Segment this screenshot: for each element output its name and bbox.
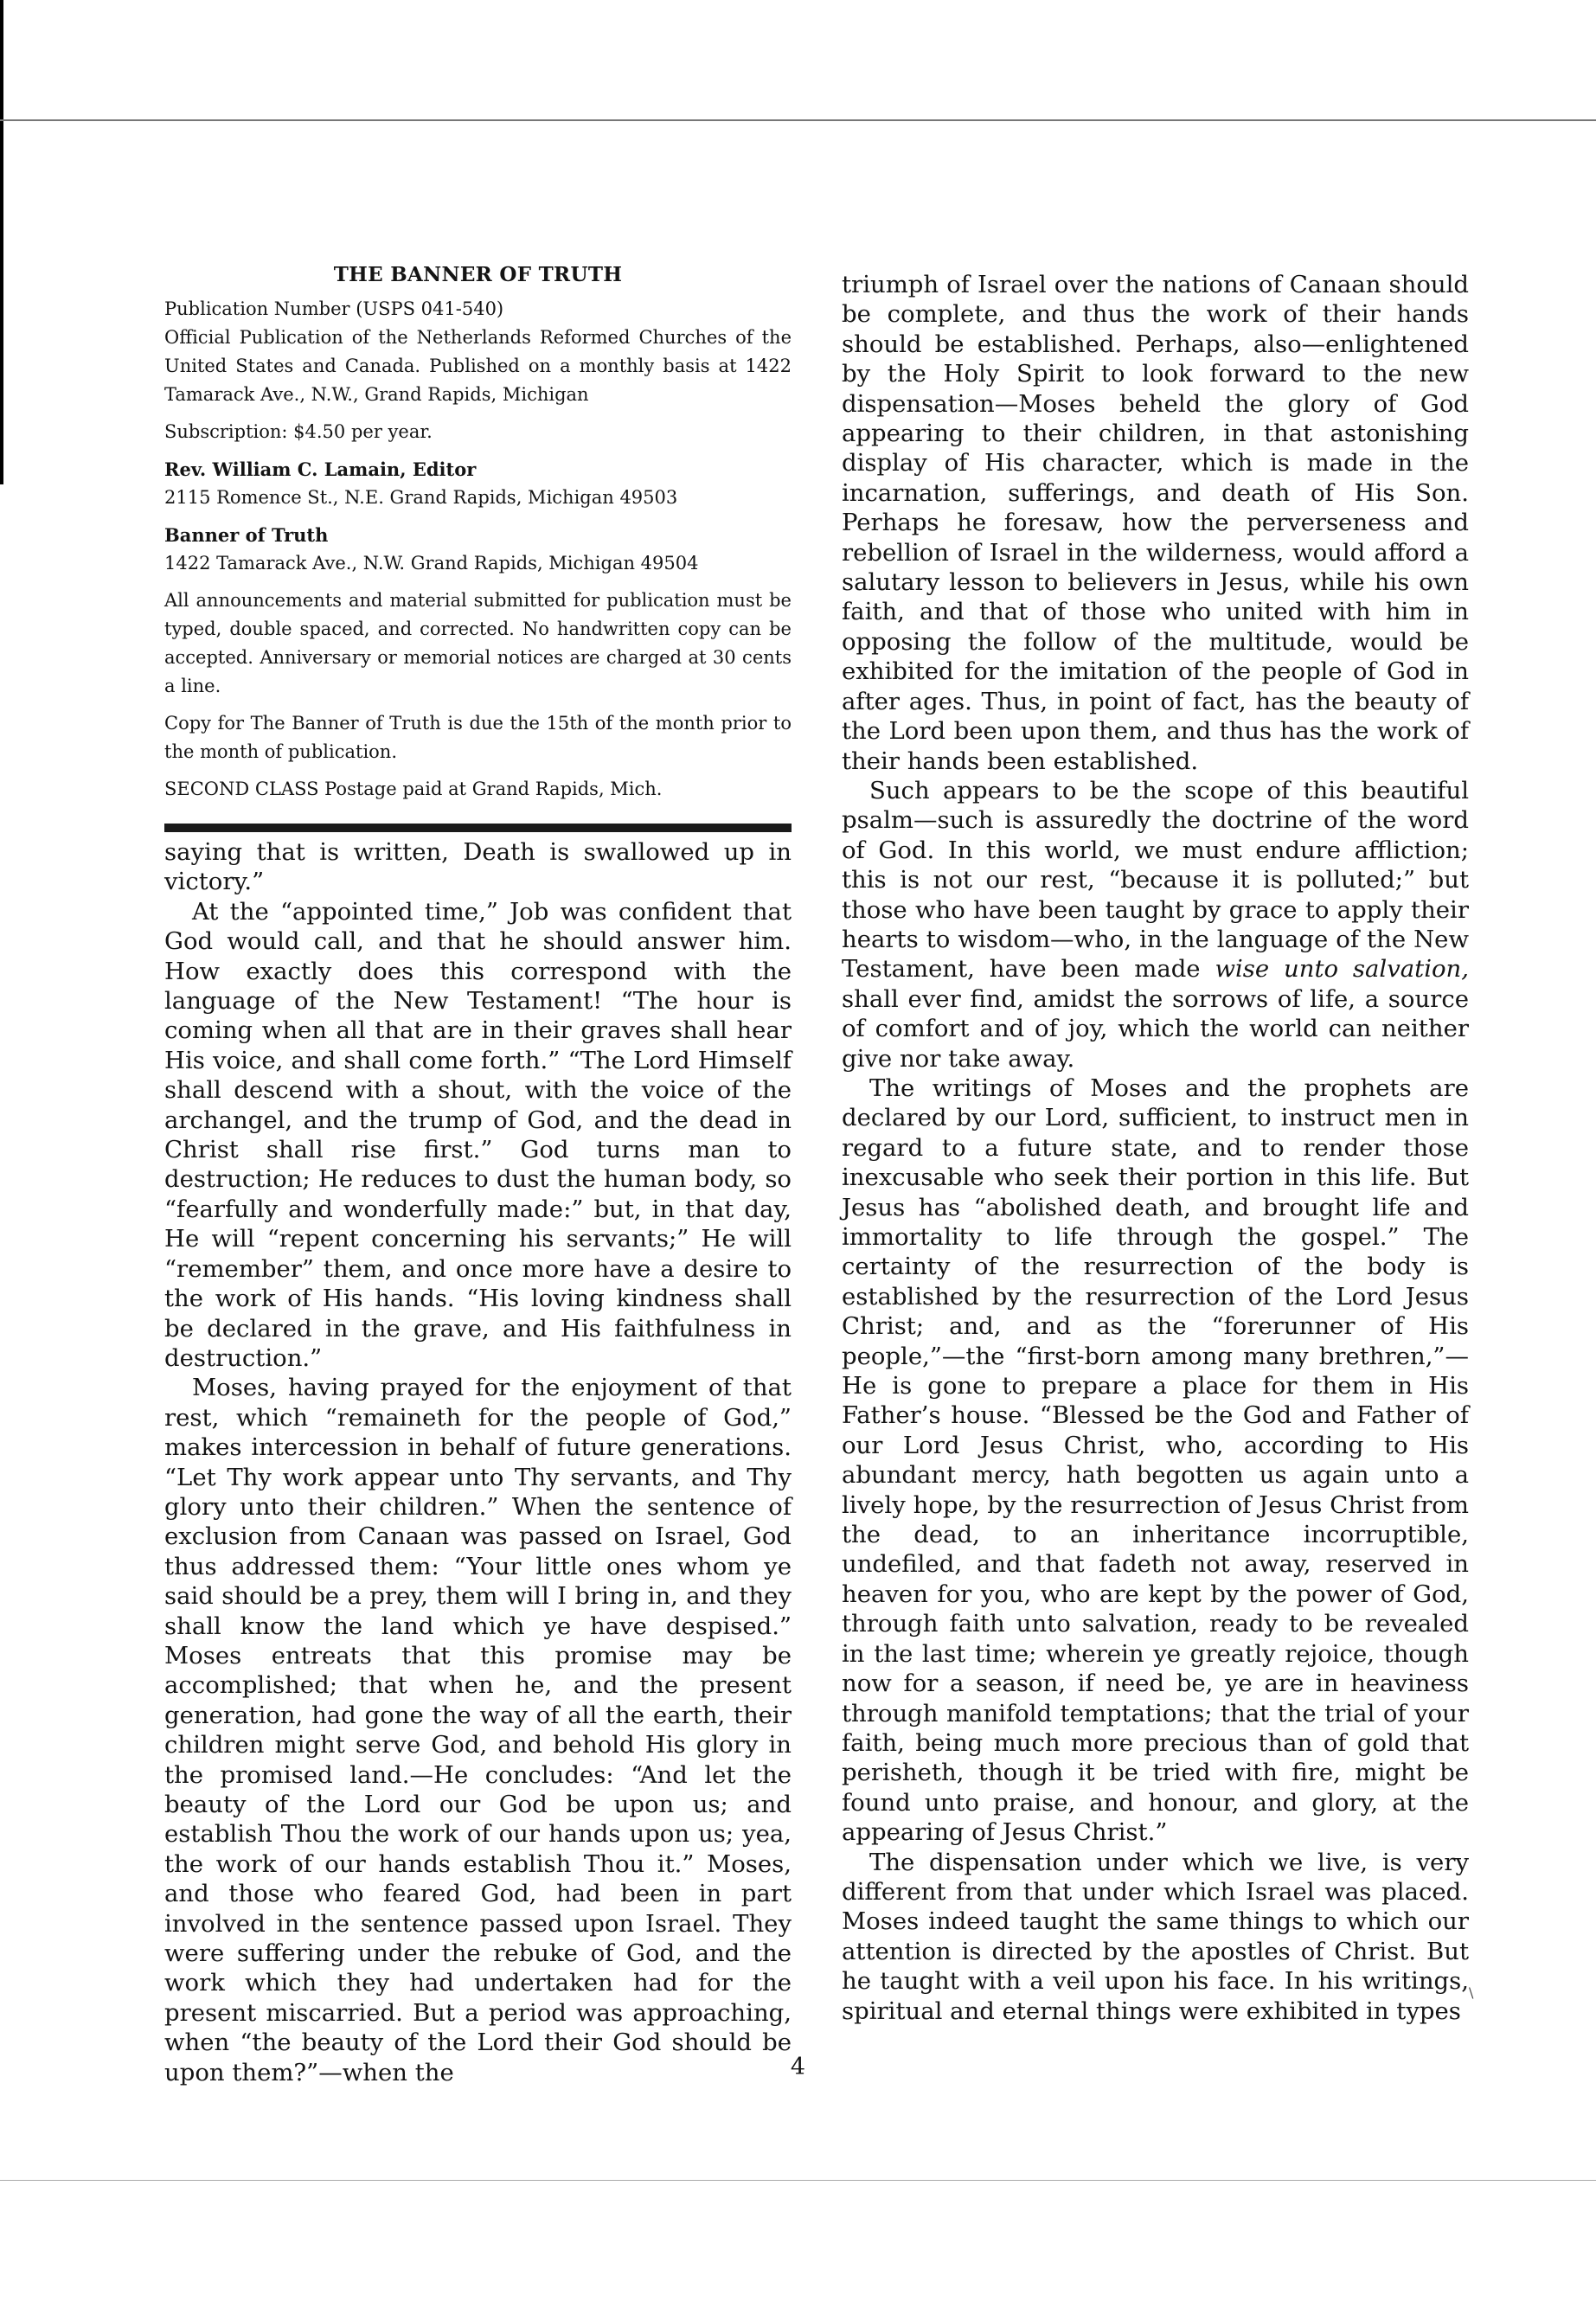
postage-note: SECOND CLASS Postage paid at Grand Rapids, Mich. [164, 779, 663, 799]
official-publication-note: Official Publication of the Netherlands Reformed Churches of the United States and Canada. Published on a monthly basis at 1422 Tamarack Ave., N.W., Grand Rapids, Michigan [164, 327, 792, 405]
editor-name: Rev. William C. Lamain, Editor [164, 458, 477, 480]
top-rule [0, 119, 1596, 121]
left-column [164, 837, 792, 2087]
bottom-rule [0, 2180, 1596, 2181]
masthead [164, 263, 792, 804]
italic-phrase: wise unto salvation, [1215, 955, 1470, 984]
scan-edge-mark [0, 0, 3, 484]
masthead-title: THE BANNER OF TRUTH [333, 263, 623, 286]
left-paragraph-1: saying that is written, Death is swallowed up in victory.” [164, 838, 792, 896]
publication-number: Publication Number (USPS 041-540) [164, 298, 504, 319]
editor-address: 2115 Romence St., N.E. Grand Rapids, Michigan 49503 [164, 487, 678, 508]
office-address: 1422 Tamarack Ave., N.W. Grand Rapids, Michigan 49504 [164, 553, 699, 574]
right-paragraph-3: The writings of Moses and the prophets are declared by our Lord, sufficient, to instruct men in regard to a future state, and to render those inexcusable who seek their portion in this life. But Jesus has “abolished death, and brought life and immortality to life through the gospel.” The certainty of the resurrection of the body is established by the resurrection of the Lord Jesus Christ; and, and as the “forerunner of His people,”—the “first-born among many brethren,”—He is gone to prepare a place for them in His Father’s house. “Blessed be the God and Father of our Lord Jesus Christ, who, according to His abundant mercy, hath begotten us again unto a lively hope, by the resurrection of Jesus Christ from the dead, to an inheritance incorruptible, undefiled, and that fadeth not away, reserved in heaven for you, who are kept by the power of God, through faith unto salvation, ready to be revealed in the last time; wherein ye greatly rejoice, though now for a season, if need be, ye are in heaviness through manifold temptations; that the trial of your faith, being much more precious than of gold that perisheth, though it be tried with fire, might be found unto praise, and honour, and glory, at the appearing of Jesus Christ.” [842, 1074, 1469, 1847]
masthead-divider [164, 824, 792, 832]
right-paragraph-4: The dispensation under which we live, is very different from that under which Israel was placed. Moses indeed taught the same things to which our attention is directed by the apostles of Christ. But he taught with a veil upon his face. In his writings, spiritual and eternal things were exhibited in types [842, 1848, 1469, 2025]
right-paragraph-1: triumph of Israel over the nations of Canaan should be complete, and thus the work of their hands should be established. Perhaps, also—enlightened by the Holy Spirit to look forward to the new dispensation—Moses beheld the glory of God appearing to their children, in that astonishing display of His character, which is made in the incarnation, sufferings, and death of His Son. Perhaps he foresaw, how the perverseness and rebellion of Israel in the wilderness, would afford a salutary lesson to believers in Jesus, while his own faith, and that of those who united with him in opposing the follow of the multitude, would be exhibited for the imitation of the people of God in after ages. Thus, in point of fact, has the beauty of the Lord been upon them, and thus has the work of their hands been established. [842, 271, 1469, 775]
right-column [842, 270, 1469, 2026]
right-paragraph-2-start: Such appears to be the scope of this beautiful psalm—such is assuredly the doctrine of the word of God. In this world, we must endure affliction; this is not our rest, “because it is polluted;” but those who have been taught by grace to apply their hearts to wisdom—who, in the language of the New Testament, have been made [842, 776, 1469, 984]
office-name: Banner of Truth [164, 524, 329, 546]
announcements-note: All announcements and material submitted for publication must be typed, double spaced, and corrected. No handwritten copy can be accepted. Anniversary or memorial notices are charged at 30 cents a line. [164, 590, 792, 696]
subscription-price: Subscription: $4.50 per year. [164, 421, 433, 442]
right-paragraph-2 [842, 776, 1469, 1074]
left-paragraph-2: At the “appointed time,” Job was confident that God would call, and that he should answer him. How exactly does this correspond with the language of the New Testament! “The hour is coming when all that are in their graves shall hear His voice, and shall come forth.” “The Lord Himself shall descend with a shout, with the voice of the archangel, and the trump of God, and the dead in Christ shall rise first.” God turns man to destruction; He reduces to dust the human body, so “fearfully and wonderfully made:” but, in that day, He will “repent concerning his servants;” He will “remember” them, and once more have a desire to the work of His hands. “His loving kindness shall be declared in the grave, and His faithfulness in destruction.” [164, 897, 792, 1372]
right-paragraph-2-end: shall ever find, amidst the sorrows of life, a source of comfort and of joy, which the world can neither give nor take away. [842, 984, 1469, 1073]
left-paragraph-3: Moses, having prayed for the enjoyment of that rest, which “remaineth for the people of God,” makes intercession in behalf of future generations. “Let Thy work appear unto Thy servants, and Thy glory unto their children.” When the sentence of exclusion from Canaan was passed on Israel, God thus addressed them: “Your little ones whom ye said should be a prey, them will I bring in, and they shall know the land which ye have despised.” Moses entreats that this promise may be accomplished; that when he, and the present generation, had gone the way of all the earth, their children might serve God, and behold His glory in the promised land.—He concludes: “And let the beauty of the Lord our God be upon us; and establish Thou the work of our hands upon us; yea, the work of our hands establish Thou it.” Moses, and those who feared God, had been in part involved in the sentence passed upon Israel. They were suffering under the rebuke of God, and the work which they had undertaken had for the present miscarried. But a period was approaching, when “the beauty of the Lord their God should be upon them?”—when the [164, 1374, 792, 2086]
copy-deadline-note: Copy for The Banner of Truth is due the 15th of the month prior to the month of publication. [164, 713, 792, 762]
page-number: 4 [790, 2054, 806, 2080]
stray-mark: \ [1469, 1984, 1474, 2001]
